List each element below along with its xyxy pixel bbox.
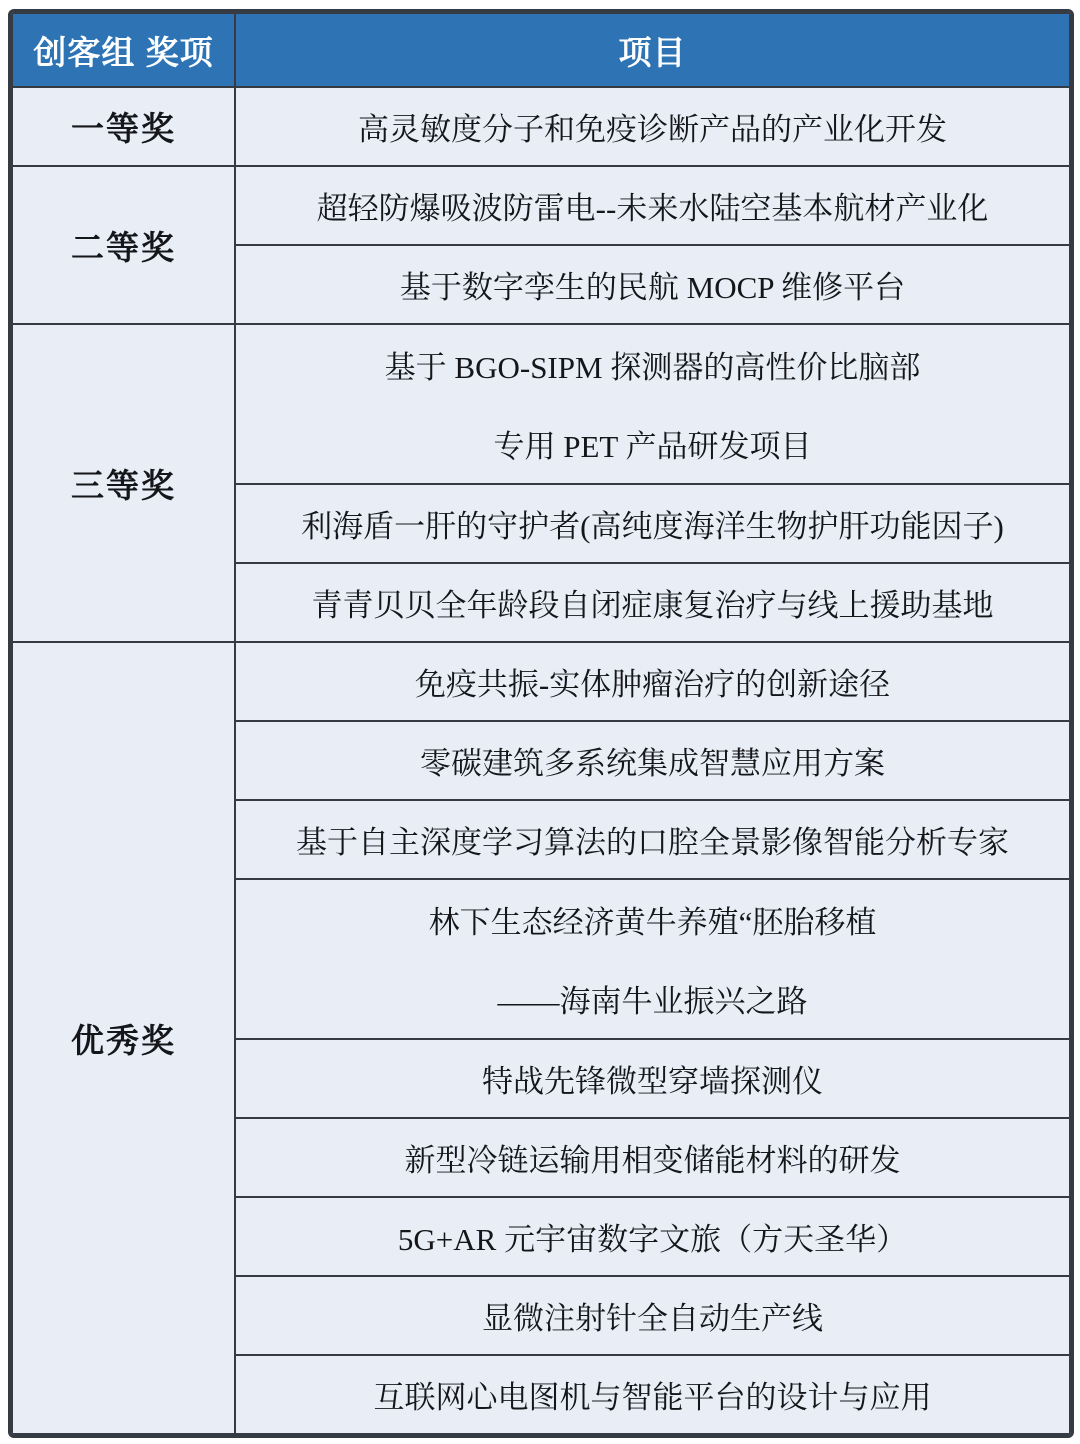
table-row [12,166,1070,245]
awards-table-frame [8,9,1074,1438]
project-text: 互联网心电图机与智能平台的设计与应用 [373,1380,932,1415]
header-award-column: 创客组 奖项 [12,13,235,87]
project-cell [235,1118,1070,1197]
project-cell [235,1276,1070,1355]
table-row [12,324,1070,484]
project-cell [235,879,1070,1039]
project-text: 特战先锋微型穿墙探测仪 [482,1064,823,1099]
table-row [12,87,1070,166]
project-text-line: 基于 BGO-SIPM 探测器的高性价比脑部 [384,350,921,385]
project-text: 利海盾一肝的守护者(高纯度海洋生物护肝功能因子) [301,509,1004,544]
awards-table [11,12,1071,1435]
award-label-first-prize: 一等奖 [12,87,235,166]
table-row [12,642,1070,721]
project-text: 高灵敏度分子和免疫诊断产品的产业化开发 [358,112,947,147]
project-text: 零碳建筑多系统集成智慧应用方案 [420,746,885,781]
project-text: 免疫共振-实体肿瘤治疗的创新途径 [414,667,891,702]
project-cell [235,1197,1070,1276]
project-cell [235,800,1070,879]
award-label-third-prize: 三等奖 [12,324,235,642]
project-cell [235,642,1070,721]
project-cell [235,721,1070,800]
project-cell [235,1355,1070,1434]
project-text: 5G+AR 元宇宙数字文旅（方天圣华） [397,1222,908,1257]
project-text: 青青贝贝全年龄段自闭症康复治疗与线上援助基地 [311,588,994,623]
project-text: 基于数字孪生的民航 MOCP 维修平台 [399,270,906,305]
project-cell [235,563,1070,642]
header-project-column: 项目 [235,13,1070,87]
project-cell [235,245,1070,324]
project-text: 新型冷链运输用相变储能材料的研发 [404,1143,901,1178]
table-header-row [12,13,1070,87]
project-text-line: ——海南牛业振兴之路 [497,984,808,1019]
project-text-line: 林下生态经济黄牛养殖“胚胎移植 [428,905,877,940]
project-cell [235,484,1070,563]
project-text-line: 专用 PET 产品研发项目 [493,429,812,464]
project-cell [235,1039,1070,1118]
project-text: 基于自主深度学习算法的口腔全景影像智能分析专家 [296,825,1009,860]
project-text-multiline [236,325,1069,483]
project-text: 超轻防爆吸波防雷电--未来水陆空基本航材产业化 [316,191,989,226]
project-cell [235,324,1070,484]
project-cell [235,87,1070,166]
project-text: 显微注射针全自动生产线 [482,1301,823,1336]
award-label-second-prize: 二等奖 [12,166,235,324]
project-cell [235,166,1070,245]
award-label-excellence-prize: 优秀奖 [12,642,235,1434]
project-text-multiline [236,880,1069,1038]
